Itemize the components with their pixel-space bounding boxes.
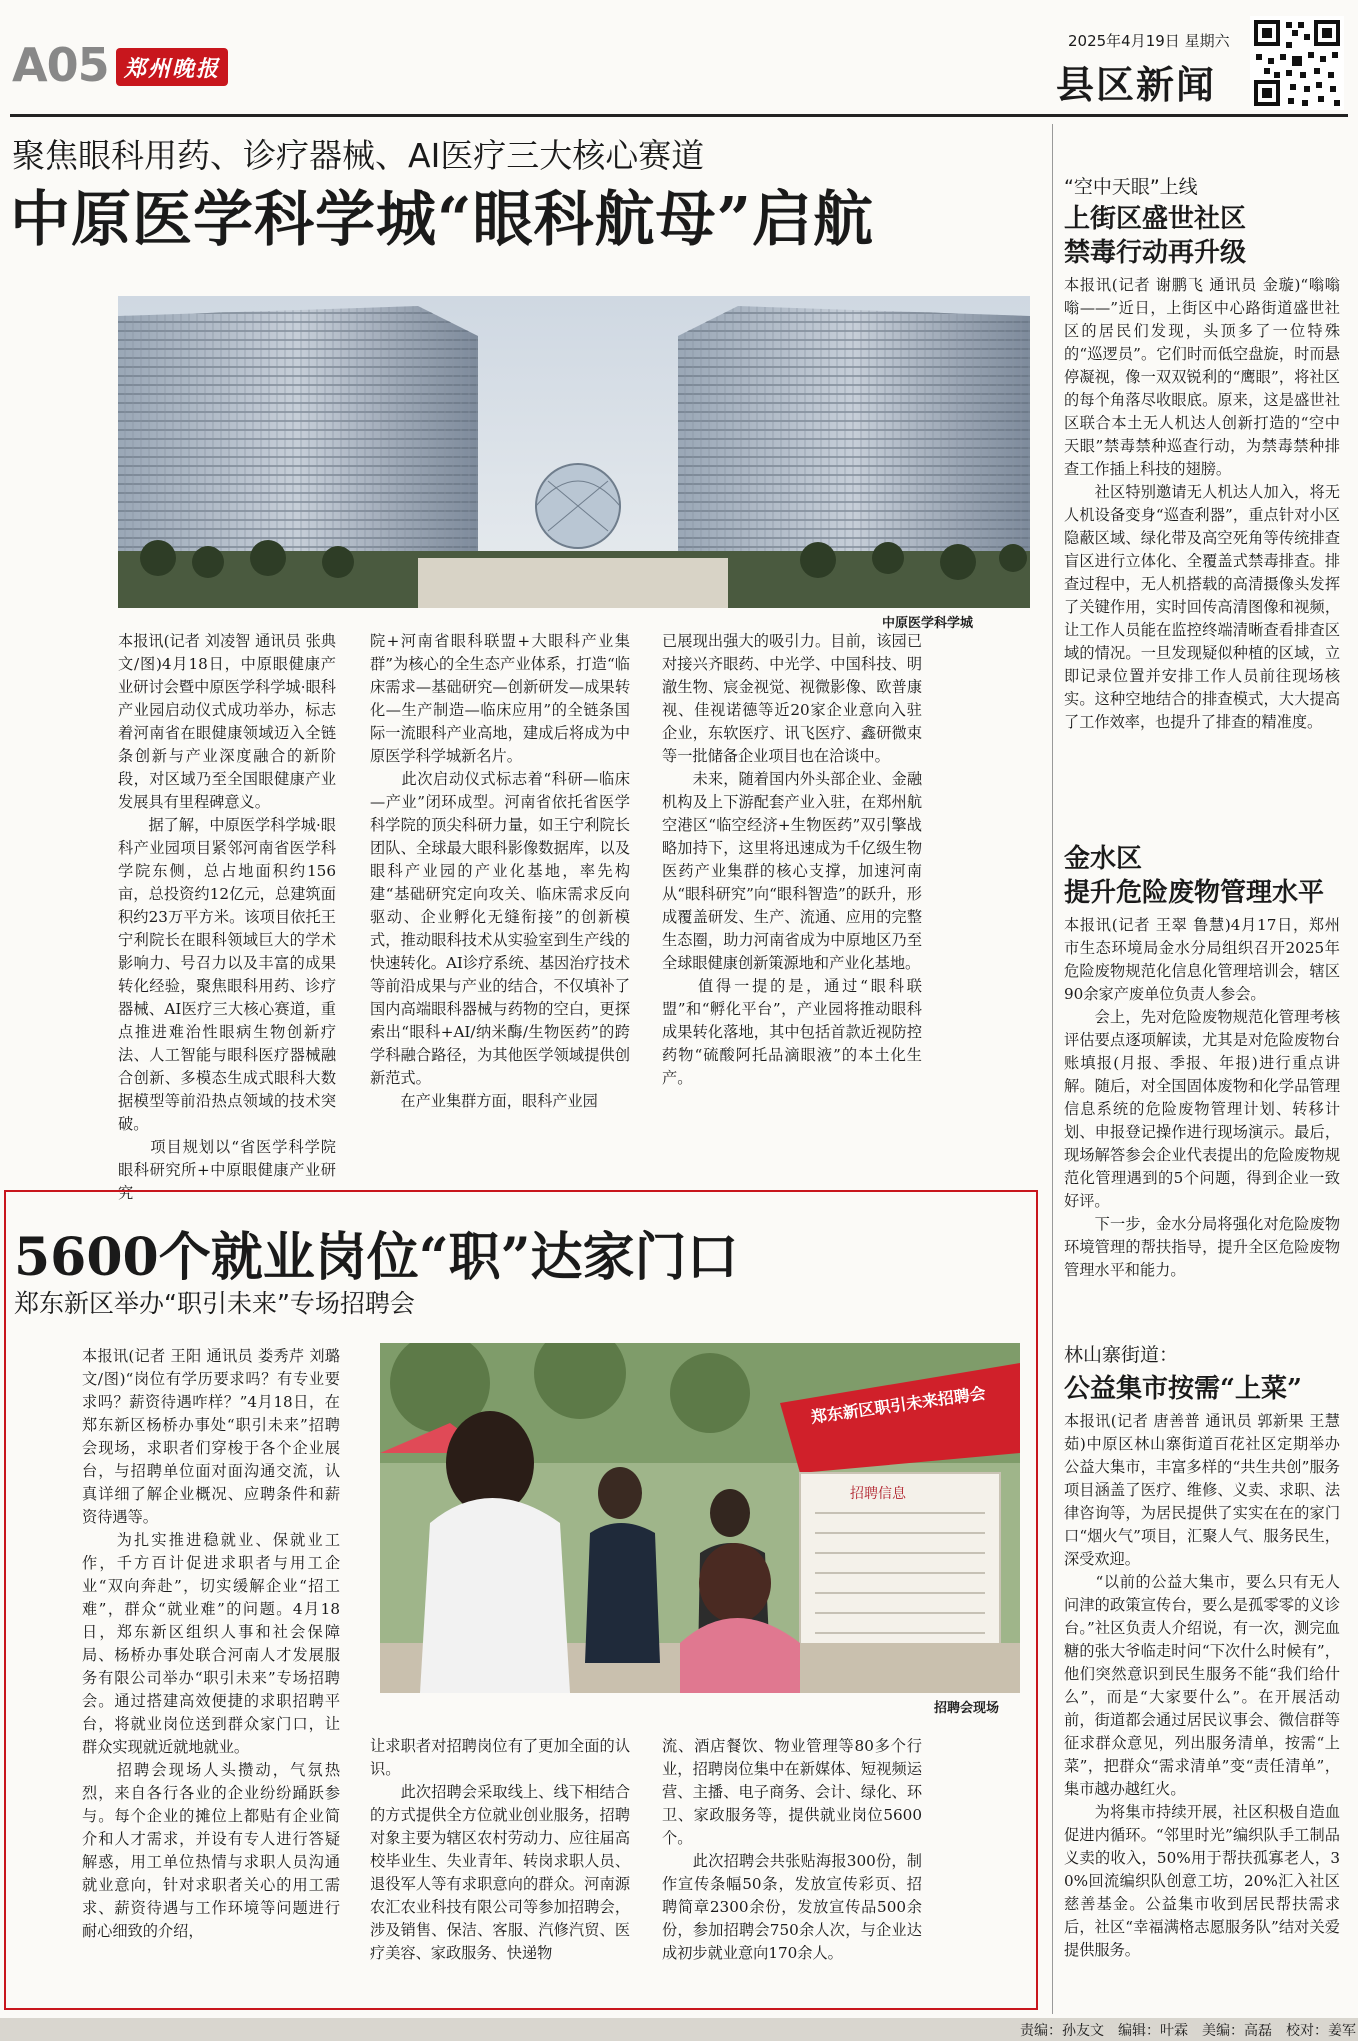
lead-photo bbox=[118, 296, 1030, 608]
sidebar-story3-kicker: 林山寨街道： bbox=[1064, 1344, 1179, 1366]
recruitment-board-title: 招聘信息 bbox=[850, 1486, 906, 1502]
sidebar-story2-headline-1: 金水区 bbox=[1064, 844, 1143, 874]
lead-kicker: 聚焦眼科用药、诊疗器械、AI医疗三大核心赛道 bbox=[12, 136, 705, 175]
jobs-column-3: 流、酒店餐饮、物业管理等80多个行业，招聘岗位集中在新媒体、短视频运营、主播、电子商务、会计、绿化、环卫、家政服务等，提供就业岗位5600个。 此次招聘会共张贴海报300份，制作宣传条幅50条，发放宣传彩页、招聘简章2300余份，发放宣传品500余份，参加招聘会750余人次，与企业达成初步就业意向170余人。 bbox=[662, 1737, 922, 1962]
jobs-subhead: 郑东新区举办“职引未来”专场招聘会 bbox=[14, 1289, 415, 1318]
page-number: A05 bbox=[12, 38, 109, 92]
lead-column-2: 院+河南省眼科联盟+大眼科产业集群”为核心的全生态产业体系，打造“临床需求—基础研究—创新研发—成果转化—生产制造—临床应用”的全链条国际一流眼科产业高地，建成后将成为中原医学科学城新名片。 此次启动仪式标志着“科研—临床—产业”闭环成型。河南省依托省医学科学院的顶尖科研力量，如王宁利院长团队、全球最大眼科影像数据库，以及眼科产业园的产业化基地，率先构建“基础研究定向攻关、临床需求反向驱动、企业孵化无缝衔接”的创新模式，推动眼科技术从实验室到生产线的快速转化。AI诊疗系统、基因治疗技术等前沿成果与产业的结合，不仅填补了国内高端眼科器械与药物的空白，更探索出“眼科+AI/纳米酶/生物医药”的跨学科融合路径，为其他医学领域提供创新范式。 在产业集群方面，眼科产业园 bbox=[370, 632, 630, 1110]
recruitment-banner-text: 郑东新区职引未来招聘会 bbox=[809, 1383, 987, 1427]
lead-headline: 中原医学科学城“眼科航母”启航 bbox=[10, 185, 875, 255]
masthead-rule bbox=[10, 114, 1348, 117]
sidebar-story3-body: 本报讯(记者 唐善普 通讯员 郭新果 王慧茹)中原区林山寨街道百花社区定期举办公益大集市，丰富多样的“共生共创”服务项目涵盖了医疗、维修、义卖、求职、法律咨询等，为居民提供了实实在在的家门口“烟火气”项目，汇聚人气、服务民生，深受欢迎。 “以前的公益大集市，要么只有无人问津的政策宣传台，要么是孤零零的义诊台。”社区负责人介绍说，有一次，测完血糖的张大爷临走时问“下次什么时候有”，他们突然意识到民生服务不能“我们给什么”，而是“大家要什么”。在开展活动前，街道都会通过居民议事会、微信群等征求群众意见，列出服务清单，按需“上菜”，把群众“需求清单”变“责任清单”，集市越办越红火。 为将集市持续开展，社区积极自造血促进内循环。“邻里时光”编织队手工制品义卖的收入，50%用于帮扶孤寡老人，30%回流编织队创意工坊，20%汇入社区慈善基金。公益集市收到居民帮扶需求后，社区“幸福满格志愿服务队”结对关爱提供服务。 bbox=[1064, 1412, 1340, 1959]
lead-column-1: 本报讯(记者 刘凌智 通讯员 张典 文/图)4月18日，中原眼健康产业研讨会暨中原医学科学城·眼科产业园启动仪式成功举办，标志着河南省在眼健康领域迈入全链条创新与产业深度融合的新阶段，对区域乃至全国眼健康产业发展具有里程碑意义。 据了解，中原医学科学城·眼科产业园项目紧邻河南省医学科学院东侧，总占地面积约156亩，总投资约12亿元，总建筑面积约23万平方米。该项目依托王宁利院长在眼科领域巨大的学术影响力、号召力以及丰富的成果转化经验，聚焦眼科用药、诊疗器械、AI医疗三大核心赛道，重点推进难治性眼病生物创新疗法、人工智能与眼科医疗器械融合创新、多模态生成式眼科大数据模型等前沿热点领域的技术突破。 项目规划以“省医学科学院眼科研究所+中原眼健康产业研究 bbox=[118, 632, 336, 1202]
jobs-column-2: 让求职者对招聘岗位有了更加全面的认识。 此次招聘会采取线上、线下相结合的方式提供全方位就业创业服务，招聘对象主要为辖区农村劳动力、应往届高校毕业生、失业青年、转岗求职人员、退役军人等有求职意向的群众。河南源农汇农业科技有限公司等参加招聘会，涉及销售、保洁、客服、汽修汽贸、医疗美容、家政服务、快递物 bbox=[370, 1737, 630, 1962]
jobs-column-1: 本报讯(记者 王阳 通讯员 娄秀芹 刘璐 文/图)“岗位有学历要求吗？有专业要求吗？薪资待遇咋样？”4月18日，在郑东新区杨桥办事处“职引未来”招聘会现场，求职者们穿梭于各个企业展台，与招聘单位面对面沟通交流，认真详细了解企业概况、应聘条件和薪资待遇等。 为扎实推进稳就业、保就业工作，千方百计促进求职者与用工企业“双向奔赴”，切实缓解企业“招工难”，群众“就业难”的问题。4月18日，郑东新区组织人事和社会保障局、杨桥办事处联合河南人才发展服务有限公司举办“职引未来”专场招聘会。通过搭建高效便捷的求职招聘平台，将就业岗位送到群众家门口，让群众实现就近就地就业。 招聘会现场人头攒动，气氛热烈，来自各行各业的企业纷纷踊跃参与。每个企业的摊位上都贴有企业简介和人才需求，并设有专人进行答疑解惑，用工单位热情与求职人员沟通就业意向，针对求职者关心的用工需求、薪资待遇与工作环境等问题进行耐心细致的介绍， bbox=[82, 1347, 340, 1940]
qr-code-icon bbox=[1250, 16, 1344, 110]
sidebar-story2-headline-2: 提升危险废物管理水平 bbox=[1064, 878, 1325, 908]
sidebar-story2-body: 本报讯(记者 王翠 鲁慧)4月17日，郑州市生态环境局金水分局组织召开2025年危险废物规范化信息化管理培训会，辖区90余家产废单位负责人参会。 会上，先对危险废物规范化管理考核评估要点逐项解读，尤其是对危险废物台账填报(月报、季报、年报)进行重点讲解。随后，对全国固体废物和化学品管理信息系统的危险废物管理计划、转移计划、申报登记操作进行现场演示。最后，现场解答参会企业代表提出的危险废物规范化管理遇到的5个问题，得到企业一致好评。 下一步，金水分局将强化对危险废物环境管理的帮扶指导，提升全区危险废物管理水平和能力。 bbox=[1064, 916, 1340, 1279]
sidebar-story3-headline: 公益集市按需“上菜” bbox=[1064, 1374, 1302, 1404]
issue-date: 2025年4月19日 星期六 bbox=[1068, 32, 1230, 50]
sidebar-story1-headline-1: 上街区盛世社区 bbox=[1064, 204, 1247, 234]
sidebar-story1-body: 本报讯(记者 谢鹏飞 通讯员 金璇)“嗡嗡嗡——”近日，上街区中心路街道盛世社区的居民们发现，头顶多了一位特殊的“巡逻员”。它们时而低空盘旋，时而悬停凝视，像一双双锐利的“鹰眼”，将社区的每个角落尽收眼底。原来，这是盛世社区联合本土无人机达人创新打造的“空中天眼”禁毒禁种巡查行动，为禁毒禁种排查工作插上科技的翅膀。 社区特别邀请无人机达人加入，将无人机设备变身“巡查利器”，重点针对小区隐蔽区域、绿化带及高空死角等传统排查盲区进行立体化、全覆盖式禁毒排查。排查过程中，无人机搭载的高清摄像头发挥了关键作用，实时回传高清图像和视频，让工作人员能在监控终端清晰查看排查区域的情况。一旦发现疑似种植的区域，立即记录位置并安排工作人员前往现场核实。这种空地结合的排查模式，大大提高了工作效率，也提升了排查的精准度。 bbox=[1064, 276, 1340, 731]
footer-credits: 责编：孙友文 编辑：叶霖 美编：高磊 校对：姜军 bbox=[1020, 2023, 1356, 2039]
jobs-headline: 5600个就业岗位“职”达家门口 bbox=[14, 1227, 739, 1288]
section-title: 县区新闻 bbox=[1056, 63, 1217, 107]
lead-photo-caption: 中原医学科学城 bbox=[882, 616, 974, 631]
sidebar-story1-headline-2: 禁毒行动再升级 bbox=[1064, 238, 1247, 268]
jobs-photo-caption: 招聘会现场 bbox=[934, 1701, 1000, 1716]
paper-logo bbox=[116, 48, 228, 86]
lead-column-3: 已展现出强大的吸引力。目前，该园已对接兴齐眼药、中光学、中国科技、明澈生物、宸金视觉、视微影像、欧普康视、佳视诺德等近20家企业意向入驻企业，东软医疗、讯飞医疗、鑫研微束等一批储备企业项目也在洽谈中。 未来，随着国内外头部企业、金融机构及上下游配套产业入驻，在郑州航空港区“临空经济+生物医药”双引擎战略加持下，这里将迅速成为千亿级生物医药产业集群的核心支撑，加速河南从“眼科研究”向“眼科智造”的跃升，形成覆盖研发、生产、流通、应用的完整生态圈，助力河南省成为中原地区乃至全球眼健康创新策源地和产业化基地。 值得一提的是，通过“眼科联盟”和“孵化平台”，产业园将推动眼科成果转化落地，其中包括首款近视防控药物“硫酸阿托品滴眼液”的本土化生产。 bbox=[662, 632, 922, 1087]
sidebar-story1-kicker: “空中天眼”上线 bbox=[1064, 176, 1198, 198]
paper-logo-text: 郑州晚报 bbox=[123, 55, 220, 82]
sidebar-divider bbox=[1052, 124, 1053, 2014]
jobs-photo bbox=[380, 1343, 1020, 1693]
